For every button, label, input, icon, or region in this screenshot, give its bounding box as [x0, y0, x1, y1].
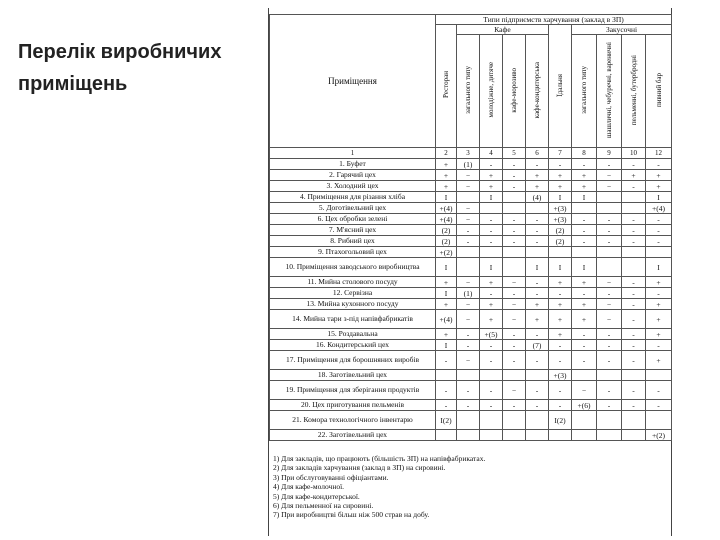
room-name: 10. Приміщення заводського виробництва — [270, 258, 436, 277]
table-cell: − — [457, 351, 480, 370]
table-cell: - — [526, 351, 549, 370]
table-cell: - — [480, 340, 503, 351]
col-header-snack-pelmeni: пельменні, бутербродні — [622, 35, 646, 148]
footnote: 5) Для кафе-кондитерської. — [273, 491, 360, 501]
table-cell — [480, 411, 503, 430]
table-cell: - — [503, 225, 526, 236]
footnote: 6) Для пельменної на сировині. — [273, 501, 374, 511]
room-name: 16. Кондитерський цех — [270, 340, 436, 351]
table-row — [270, 411, 672, 430]
table-cell: - — [622, 299, 646, 310]
table-cell: - — [457, 340, 480, 351]
table-cell: +(4) — [436, 310, 457, 329]
table-cell: - — [622, 225, 646, 236]
table-cell — [526, 203, 549, 214]
table-cell: - — [597, 329, 622, 340]
table-cell: - — [549, 400, 572, 411]
column-numbers-row: 1 2 3 4 5 6 7 8 9 10 12 — [270, 148, 672, 159]
table-cell: - — [480, 288, 503, 299]
room-name: 13. Мийна кухонного посуду — [270, 299, 436, 310]
table-cell: + — [436, 181, 457, 192]
table-cell: - — [646, 214, 672, 225]
room-name: 6. Цех обробки зелені — [270, 214, 436, 225]
table-cell: + — [526, 170, 549, 181]
table-cell: + — [436, 159, 457, 170]
table-cell — [622, 430, 646, 441]
table-cell: − — [597, 277, 622, 288]
table-cell: - — [622, 381, 646, 400]
table-cell: - — [503, 400, 526, 411]
table-cell — [480, 370, 503, 381]
table-cell: +(4) — [646, 203, 672, 214]
table-cell: (7) — [526, 340, 549, 351]
table-cell: - — [549, 351, 572, 370]
col-header-cafe-icecream: кафе-морозиво — [503, 35, 526, 148]
table-cell — [457, 192, 480, 203]
table-cell — [597, 370, 622, 381]
table-cell: + — [549, 310, 572, 329]
table-cell — [526, 370, 549, 381]
table-cell — [572, 203, 597, 214]
table-cell: - — [572, 288, 597, 299]
rooms-table — [269, 14, 672, 441]
table-row — [270, 192, 672, 203]
table-cell: - — [646, 288, 672, 299]
table-cell: I — [646, 258, 672, 277]
col-header-restaurant: Ресторан — [436, 25, 457, 148]
table-cell: + — [436, 329, 457, 340]
footnote: 7) При виробництві більш ніж 500 страв на добу. — [273, 510, 430, 520]
table-cell: - — [436, 351, 457, 370]
table-cell: + — [436, 170, 457, 181]
table-cell — [572, 411, 597, 430]
table-cell: - — [503, 159, 526, 170]
room-name: 8. Рибний цех — [270, 236, 436, 247]
table-cell — [646, 411, 672, 430]
table-row — [270, 299, 672, 310]
table-cell: + — [549, 277, 572, 288]
table-cell: - — [526, 236, 549, 247]
table-cell: - — [622, 181, 646, 192]
table-cell: - — [597, 236, 622, 247]
table-cell: (2) — [549, 236, 572, 247]
table-cell: - — [503, 288, 526, 299]
table-cell — [622, 258, 646, 277]
table-row — [270, 247, 672, 258]
table-cell: - — [622, 214, 646, 225]
table-cell: − — [503, 277, 526, 288]
table-cell: + — [526, 299, 549, 310]
room-name: 19. Приміщення для зберігання продуктів — [270, 381, 436, 400]
table-cell: - — [597, 288, 622, 299]
table-cell: I — [436, 192, 457, 203]
table-cell: − — [457, 170, 480, 181]
table-cell: + — [480, 170, 503, 181]
table-cell: + — [549, 181, 572, 192]
enterprise-types-header: Типи підприємств харчування (заклад в ЗП) — [436, 15, 672, 25]
table-cell: - — [526, 277, 549, 288]
room-name: 18. Заготівельний цех — [270, 370, 436, 381]
table-cell: - — [480, 214, 503, 225]
table-cell: I — [646, 192, 672, 203]
table-cell — [457, 247, 480, 258]
table-cell: (2) — [549, 225, 572, 236]
table-row — [270, 288, 672, 299]
table-cell: (1) — [457, 288, 480, 299]
table-cell — [503, 247, 526, 258]
table-cell — [549, 247, 572, 258]
table-cell — [436, 430, 457, 441]
table-cell: - — [503, 340, 526, 351]
table-cell: - — [597, 400, 622, 411]
table-cell: − — [597, 299, 622, 310]
room-name: 3. Холодний цех — [270, 181, 436, 192]
table-cell: I — [526, 258, 549, 277]
table-cell — [622, 370, 646, 381]
table-cell: + — [549, 170, 572, 181]
table-cell: - — [457, 236, 480, 247]
table-cell: + — [572, 310, 597, 329]
table-cell: − — [457, 181, 480, 192]
table-cell: - — [457, 329, 480, 340]
table-cell: - — [503, 236, 526, 247]
table-cell — [622, 247, 646, 258]
table-cell: − — [503, 299, 526, 310]
table-row — [270, 258, 672, 277]
group-header-snack: Закусочні — [572, 25, 672, 35]
table-cell — [572, 430, 597, 441]
table-cell: - — [646, 159, 672, 170]
table-cell: − — [457, 299, 480, 310]
table-cell: + — [526, 181, 549, 192]
table-cell — [597, 247, 622, 258]
table-cell: - — [572, 159, 597, 170]
table-cell — [597, 430, 622, 441]
table-cell: - — [622, 340, 646, 351]
col-header-canteen: Їдальня — [549, 25, 572, 148]
table-cell: +(6) — [572, 400, 597, 411]
table-cell — [480, 247, 503, 258]
table-cell: + — [549, 329, 572, 340]
col-header-cafe-youth: молодіжне, дитяче — [480, 35, 503, 148]
table-cell — [572, 370, 597, 381]
table-cell: - — [480, 381, 503, 400]
table-cell: +(4) — [436, 214, 457, 225]
col-header-snack-general: загального типу — [572, 35, 597, 148]
table-cell: - — [597, 214, 622, 225]
table-cell: I — [572, 192, 597, 203]
table-cell: - — [646, 381, 672, 400]
table-cell: (2) — [436, 225, 457, 236]
table-cell: + — [526, 310, 549, 329]
table-cell: - — [549, 288, 572, 299]
table-cell: I — [436, 340, 457, 351]
table-cell: - — [646, 225, 672, 236]
table-row — [270, 351, 672, 370]
table-cell — [503, 411, 526, 430]
table-cell — [503, 203, 526, 214]
table-cell — [622, 192, 646, 203]
table-cell: − — [597, 310, 622, 329]
table-cell: + — [572, 277, 597, 288]
table-cell — [436, 370, 457, 381]
table-cell — [480, 203, 503, 214]
table-cell: − — [503, 381, 526, 400]
table-cell — [457, 430, 480, 441]
table-cell: - — [622, 277, 646, 288]
table-cell — [597, 203, 622, 214]
table-cell: - — [622, 288, 646, 299]
table-cell: - — [597, 159, 622, 170]
table-cell: - — [526, 225, 549, 236]
table-row — [270, 400, 672, 411]
table-cell: - — [480, 236, 503, 247]
room-name: 5. Доготівельний цех — [270, 203, 436, 214]
table-cell — [597, 411, 622, 430]
table-row — [270, 277, 672, 288]
table-cell: + — [572, 170, 597, 181]
room-name: 17. Приміщення для борошняних виробів — [270, 351, 436, 370]
room-rows — [270, 159, 672, 441]
table-cell: + — [436, 277, 457, 288]
table-cell: I — [549, 258, 572, 277]
table-cell: - — [646, 400, 672, 411]
table-cell: - — [503, 181, 526, 192]
table-row — [270, 225, 672, 236]
table-cell — [622, 203, 646, 214]
table-cell — [503, 192, 526, 203]
table-cell: - — [457, 400, 480, 411]
table-cell: − — [503, 310, 526, 329]
col-header-cafe-confectionery: кафе-кондитерська — [526, 35, 549, 148]
table-cell: I — [480, 192, 503, 203]
table-cell: - — [622, 351, 646, 370]
room-name: 12. Сервізна — [270, 288, 436, 299]
table-cell: - — [646, 340, 672, 351]
table-cell: I(2) — [436, 411, 457, 430]
table-cell: − — [457, 310, 480, 329]
table-cell: I — [549, 192, 572, 203]
table-cell: - — [457, 381, 480, 400]
table-cell — [457, 411, 480, 430]
table-cell — [503, 370, 526, 381]
table-row — [270, 203, 672, 214]
table-cell: - — [572, 351, 597, 370]
table-row — [270, 381, 672, 400]
table-cell: - — [526, 288, 549, 299]
footnote: 3) При обслуговуванні офіціантами. — [273, 472, 389, 482]
col-header-snack-shashlik: шашличні, чебуречні, вареничні — [597, 35, 622, 148]
footnote: 4) Для кафе-молочної. — [273, 482, 345, 492]
table-cell — [646, 247, 672, 258]
table-cell: +(3) — [549, 203, 572, 214]
table-cell: - — [622, 400, 646, 411]
table-cell — [572, 247, 597, 258]
table-cell: - — [503, 351, 526, 370]
table-row — [270, 370, 672, 381]
table-cell: + — [646, 181, 672, 192]
table-cell: I — [436, 258, 457, 277]
table-cell: - — [597, 340, 622, 351]
table-cell: - — [646, 236, 672, 247]
table-cell: - — [622, 329, 646, 340]
table-row — [270, 159, 672, 170]
table-cell — [597, 192, 622, 203]
table-cell: + — [480, 299, 503, 310]
group-header-cafe: Кафе — [457, 25, 549, 35]
table-cell: - — [480, 351, 503, 370]
table-cell: - — [622, 159, 646, 170]
table-cell — [503, 258, 526, 277]
table-cell: I — [436, 288, 457, 299]
table-row — [270, 181, 672, 192]
table-cell: - — [572, 329, 597, 340]
room-name: 22. Заготівельний цех — [270, 430, 436, 441]
table-cell: - — [597, 381, 622, 400]
table-cell: - — [572, 236, 597, 247]
table-cell: - — [549, 159, 572, 170]
col-header-beer-bar: пивний бар — [646, 35, 672, 148]
table-cell: - — [457, 225, 480, 236]
table-cell: - — [622, 310, 646, 329]
table-row — [270, 236, 672, 247]
table-cell: + — [549, 299, 572, 310]
table-cell: - — [526, 159, 549, 170]
table-cell: - — [436, 400, 457, 411]
table-cell: - — [503, 170, 526, 181]
table-cell — [549, 430, 572, 441]
room-name: 14. Мийна тари з-під напівфабрикатів — [270, 310, 436, 329]
room-name: 11. Мийна столового посуду — [270, 277, 436, 288]
footnote: 1) Для закладів, що працюють (більшість ЗП) на напівфабрикатах. — [273, 454, 486, 463]
footnote: 2) Для закладів харчування (заклад в ЗП) на сировині. — [273, 463, 446, 473]
table-cell: - — [480, 225, 503, 236]
table-cell: - — [597, 351, 622, 370]
document-page — [268, 8, 672, 536]
table-cell — [457, 258, 480, 277]
table-cell: − — [457, 277, 480, 288]
col-header-cafe-general: загального типу — [457, 35, 480, 148]
room-name: 9. Птахогольовий цех — [270, 247, 436, 258]
table-cell: - — [503, 214, 526, 225]
slide-title: Перелік виробничих приміщень — [18, 41, 222, 95]
table-row — [270, 340, 672, 351]
table-row — [270, 170, 672, 181]
table-cell: + — [480, 310, 503, 329]
table-cell: + — [436, 299, 457, 310]
table-cell: +(4) — [436, 203, 457, 214]
room-name: 20. Цех приготування пельменів — [270, 400, 436, 411]
table-cell: I — [480, 258, 503, 277]
table-cell: +(2) — [646, 430, 672, 441]
table-cell: - — [526, 381, 549, 400]
table-cell: − — [457, 214, 480, 225]
table-cell — [646, 370, 672, 381]
table-row — [270, 329, 672, 340]
table-cell: I(2) — [549, 411, 572, 430]
table-cell: +(3) — [549, 214, 572, 225]
table-cell: + — [646, 329, 672, 340]
table-cell: - — [622, 236, 646, 247]
table-cell: - — [526, 214, 549, 225]
table-cell: + — [572, 299, 597, 310]
table-cell: + — [622, 170, 646, 181]
table-cell: − — [597, 170, 622, 181]
table-cell: - — [549, 340, 572, 351]
table-cell: + — [480, 277, 503, 288]
table-cell — [503, 430, 526, 441]
table-cell: I — [572, 258, 597, 277]
table-cell: +(2) — [436, 247, 457, 258]
table-cell: − — [572, 381, 597, 400]
table-cell: − — [597, 181, 622, 192]
table-cell — [480, 430, 503, 441]
table-cell: + — [646, 310, 672, 329]
table-cell — [597, 258, 622, 277]
table-cell: - — [526, 329, 549, 340]
table-cell: (4) — [526, 192, 549, 203]
table-cell: (1) — [457, 159, 480, 170]
table-cell: - — [572, 225, 597, 236]
table-row — [270, 310, 672, 329]
room-name: 4. Приміщення для різання хліба — [270, 192, 436, 203]
room-name: 21. Комора технологічного інвентарю — [270, 411, 436, 430]
room-name: 2. Гарячий цех — [270, 170, 436, 181]
footnotes — [273, 454, 669, 520]
table-cell: - — [572, 214, 597, 225]
table-cell — [526, 411, 549, 430]
table-cell — [622, 411, 646, 430]
table-cell: +(5) — [480, 329, 503, 340]
table-cell: + — [572, 181, 597, 192]
room-column-header: Приміщення — [270, 15, 436, 148]
table-cell: + — [646, 170, 672, 181]
table-cell: - — [480, 400, 503, 411]
table-cell: - — [436, 381, 457, 400]
table-cell: +(3) — [549, 370, 572, 381]
room-name: 7. М'ясний цех — [270, 225, 436, 236]
table-cell: + — [646, 351, 672, 370]
table-row — [270, 214, 672, 225]
table-cell: - — [480, 159, 503, 170]
table-cell: - — [572, 340, 597, 351]
table-cell: + — [646, 277, 672, 288]
table-cell: - — [503, 329, 526, 340]
table-cell — [526, 247, 549, 258]
table-cell: (2) — [436, 236, 457, 247]
table-cell: + — [480, 181, 503, 192]
table-cell — [457, 370, 480, 381]
table-cell: - — [526, 400, 549, 411]
room-name: 1. Буфет — [270, 159, 436, 170]
table-cell: + — [646, 299, 672, 310]
table-cell — [526, 430, 549, 441]
table-row — [270, 430, 672, 441]
room-name: 15. Роздавальна — [270, 329, 436, 340]
table-cell: - — [597, 225, 622, 236]
table-cell: - — [549, 381, 572, 400]
table-cell: − — [457, 203, 480, 214]
